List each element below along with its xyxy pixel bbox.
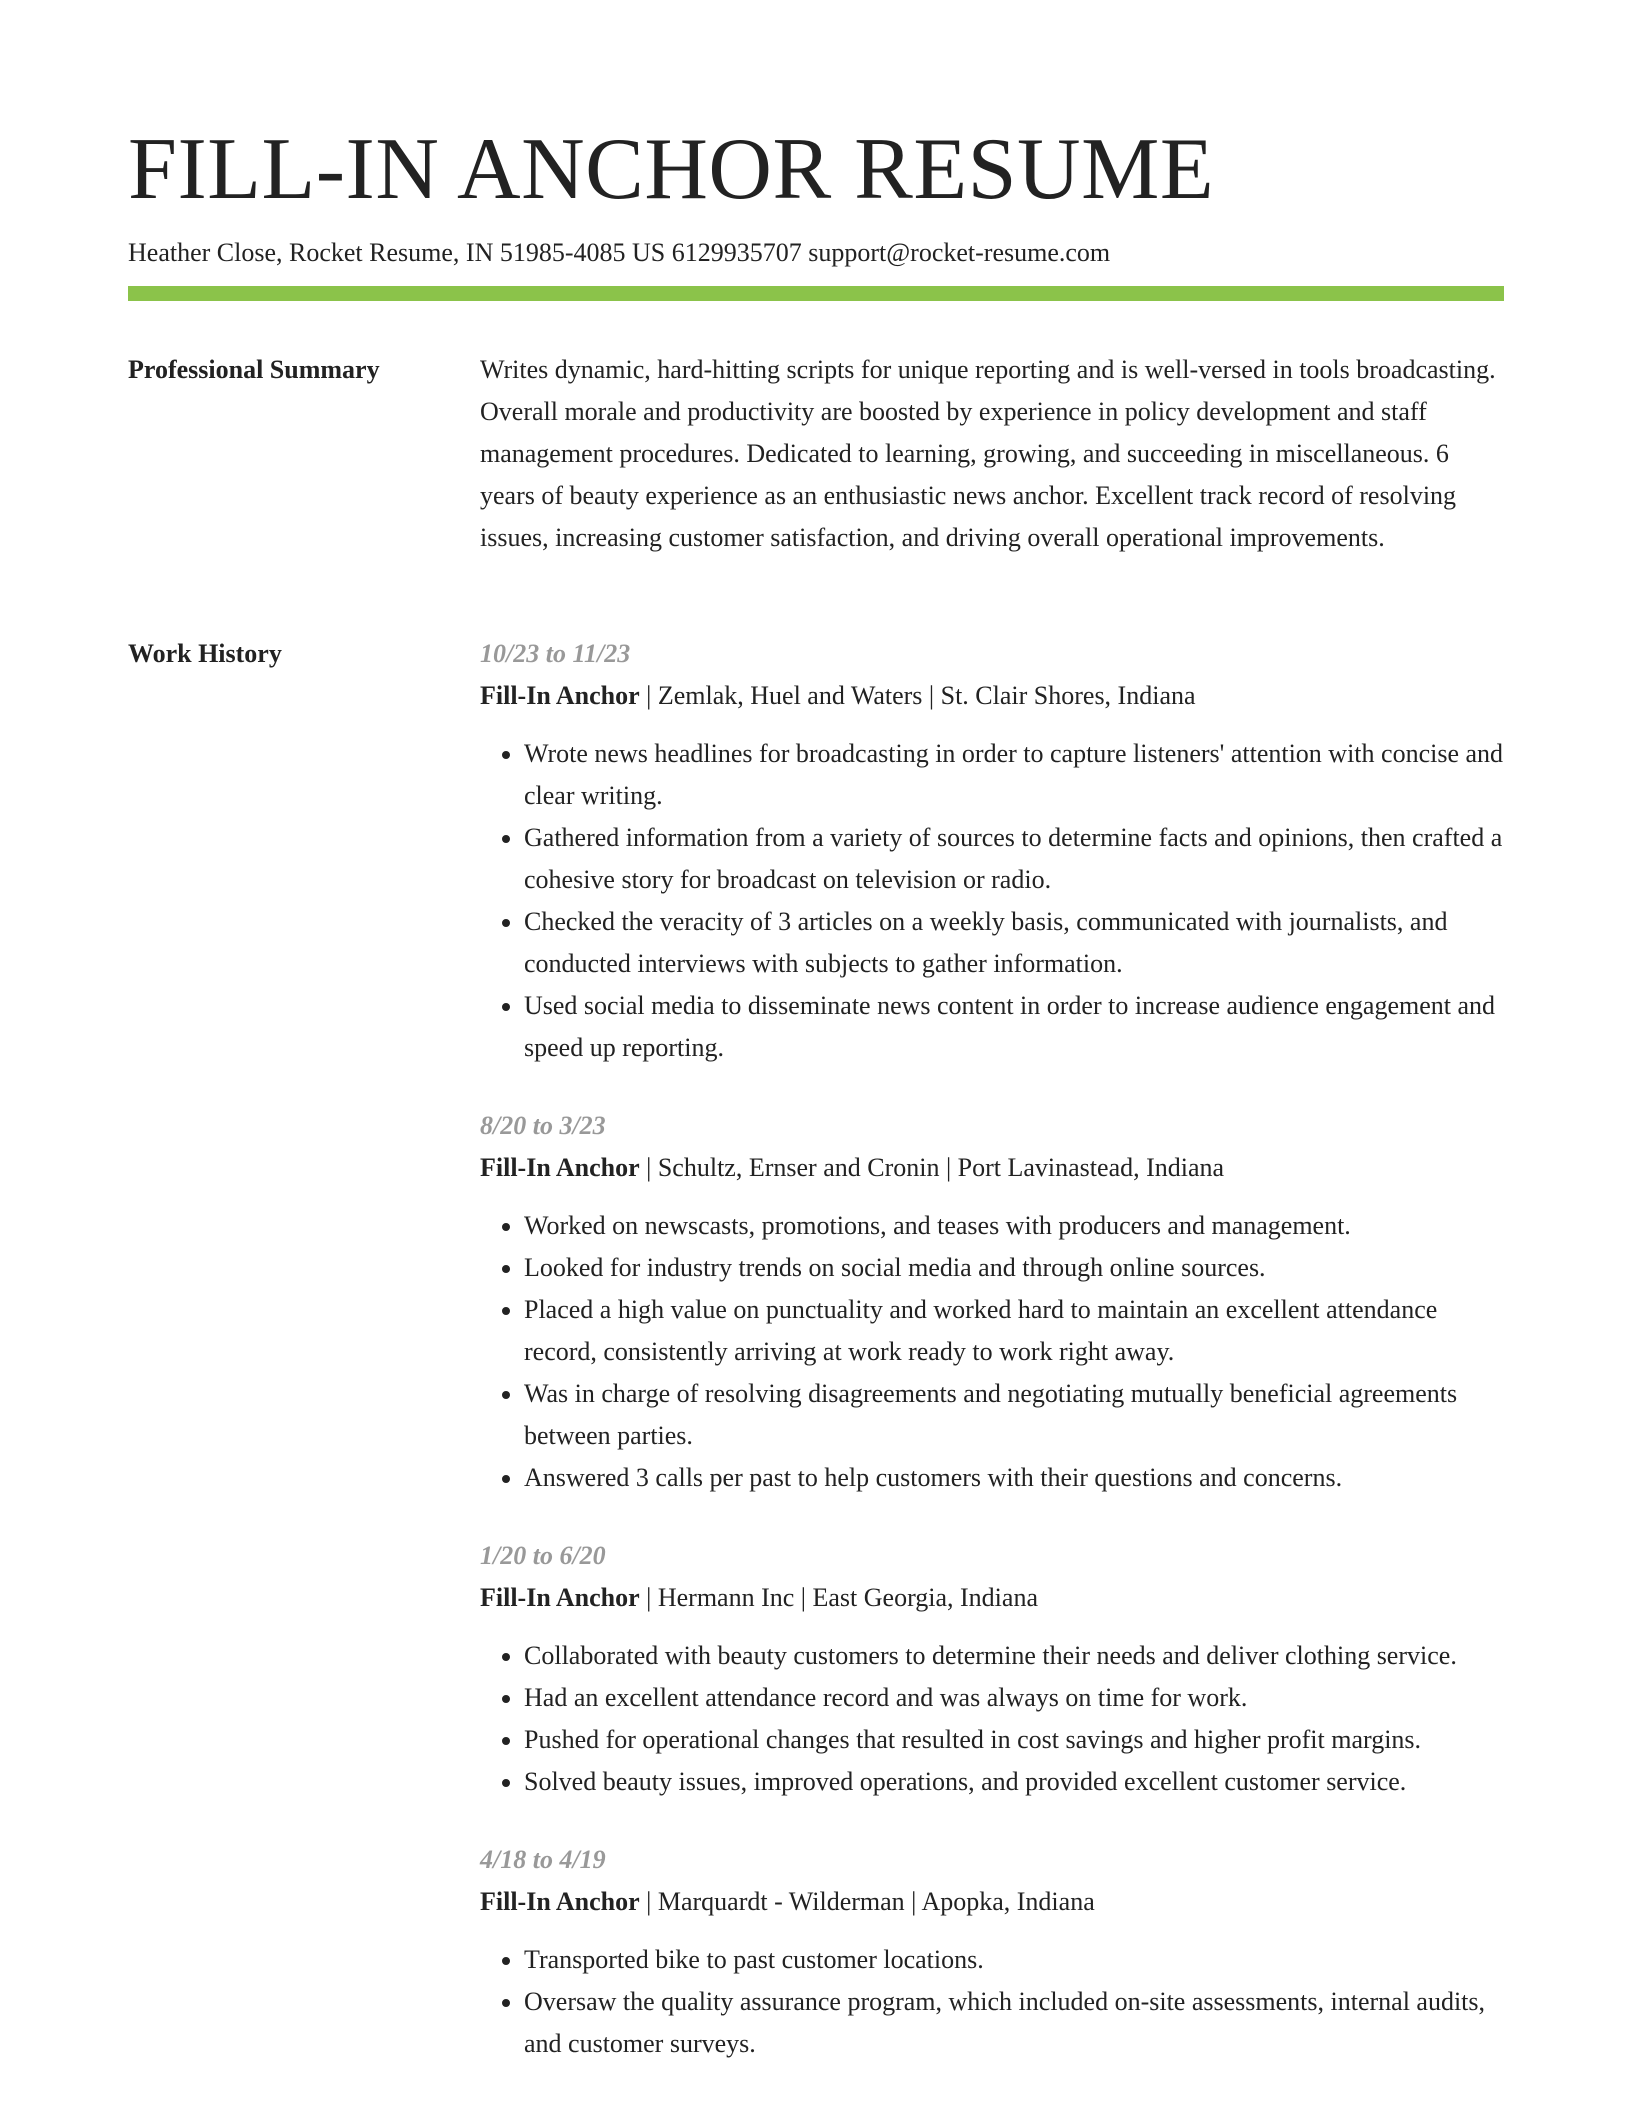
summary-text: Writes dynamic, hard-hitting scripts for unique reporting and is well-versed in tools broadcasting. Overall morale and productivity are boosted by experience in policy development and staff management procedures. Dedicated to learning, growing, and succeeding in miscellaneous. 6 years of beauty experience as an enthusiastic news anchor. Excellent track record of resolving issues, increasing customer satisfaction, and driving overall operational improvements. <box>480 355 1496 552</box>
job-title: Fill-In Anchor <box>480 681 640 710</box>
job-bullets <box>480 1205 1506 1499</box>
job-entry <box>480 1535 1506 1803</box>
job-bullet: • Was in charge of resolving disagreements and negotiating mutually beneficial agreements between parties. <box>524 1373 1506 1457</box>
resume-header <box>128 118 1504 270</box>
job-dates: 8/20 to 3/23 <box>480 1111 606 1140</box>
job-employer-location: | Marquardt - Wilderman | Apopka, Indiana <box>639 1887 1095 1916</box>
job-bullet: • Placed a high value on punctuality and worked hard to maintain an excellent attendance record, consistently arriving at work ready to work right away. <box>524 1289 1506 1373</box>
resume-title: FILL-IN ANCHOR RESUME <box>128 121 1215 218</box>
job-heading <box>480 675 1506 717</box>
job-heading <box>480 1881 1506 1923</box>
job-employer-location: | Schultz, Ernser and Cronin | Port Lavinastead, Indiana <box>639 1153 1225 1182</box>
job-entry <box>480 1105 1506 1499</box>
contact-line: Heather Close, Rocket Resume, IN 51985-4085 US 6129935707 support@rocket-resume.com <box>128 238 1111 267</box>
header-divider <box>128 286 1504 301</box>
job-heading <box>480 1147 1506 1189</box>
job-dates: 1/20 to 6/20 <box>480 1541 606 1570</box>
job-bullet: • Checked the veracity of 3 articles on a weekly basis, communicated with journalists, and conducted interviews with subjects to gather information. <box>524 901 1506 985</box>
job-bullet: • Used social media to disseminate news content in order to increase audience engagement and speed up reporting. <box>524 985 1506 1069</box>
section-label-work-history: Work History <box>128 639 282 668</box>
job-employer-location: | Zemlak, Huel and Waters | St. Clair Shores, Indiana <box>639 681 1196 710</box>
job-bullet: • Oversaw the quality assurance program, which included on-site assessments, internal audits, and customer surveys. <box>524 1981 1506 2065</box>
job-heading <box>480 1577 1506 1619</box>
job-bullet: • Solved beauty issues, improved operations, and provided excellent customer service. <box>524 1761 1506 1803</box>
work-history-content <box>480 633 1506 2101</box>
job-bullet: • Transported bike to past customer locations. <box>524 1939 1506 1981</box>
job-bullet: • Worked on newscasts, promotions, and teases with producers and management. <box>524 1205 1506 1247</box>
job-dates: 10/23 to 11/23 <box>480 639 631 668</box>
job-bullet: • Had an excellent attendance record and was always on time for work. <box>524 1677 1506 1719</box>
job-entry <box>480 1839 1506 2065</box>
job-entry <box>480 633 1506 1069</box>
job-bullets <box>480 733 1506 1069</box>
job-employer-location: | Hermann Inc | East Georgia, Indiana <box>639 1583 1038 1612</box>
summary-content <box>480 349 1506 559</box>
job-bullets <box>480 1635 1506 1803</box>
job-bullet: • Looked for industry trends on social media and through online sources. <box>524 1247 1506 1289</box>
job-title: Fill-In Anchor <box>480 1583 640 1612</box>
job-bullet: • Pushed for operational changes that resulted in cost savings and higher profit margins. <box>524 1719 1506 1761</box>
job-dates: 4/18 to 4/19 <box>480 1845 606 1874</box>
job-bullet: • Wrote news headlines for broadcasting in order to capture listeners' attention with concise and clear writing. <box>524 733 1506 817</box>
job-bullet: • Gathered information from a variety of sources to determine facts and opinions, then crafted a cohesive story for broadcast on television or radio. <box>524 817 1506 901</box>
job-bullet: • Answered 3 calls per past to help customers with their questions and concerns. <box>524 1457 1506 1499</box>
section-label-professional-summary: Professional Summary <box>128 355 380 384</box>
job-bullet: • Collaborated with beauty customers to determine their needs and deliver clothing service. <box>524 1635 1506 1677</box>
job-bullets <box>480 1939 1506 2065</box>
job-title: Fill-In Anchor <box>480 1887 640 1916</box>
job-title: Fill-In Anchor <box>480 1153 640 1182</box>
